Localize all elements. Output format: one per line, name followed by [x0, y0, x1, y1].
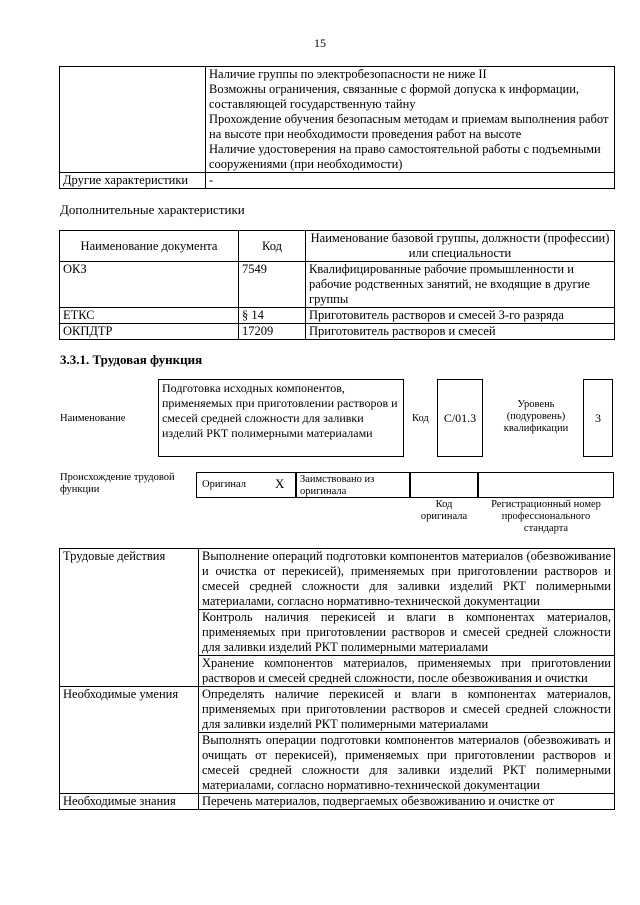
header-code: Код	[239, 231, 306, 262]
original-label: Оригинал	[202, 479, 246, 490]
row-code: 7549	[239, 262, 306, 308]
action-item: Контроль наличия перекисей и влаги в компонентах материалов, применяемых при приготовлении растворов и смесей средней сложности для заливки изделий РКТ полимерными материалами	[199, 610, 615, 656]
requirement-line: Возможны ограничения, связанные с формой допуска к информации, составляющей государственную тайну	[209, 82, 580, 111]
skill-item: Выполнять операции подготовки компонентов материалов (обезвоживать и очищать от перекисей), применяемых при приготовлении растворов и смесей средней сложности для заливки изделий РКТ полимерными материалами, согласно нормативно-технической документации	[199, 733, 615, 794]
function-title: 3.3.1. Трудовая функция	[60, 352, 203, 367]
level-label: Уровень (подуровень) квалификации	[503, 399, 569, 434]
requirement-line: Наличие удостоверения на право самостоятельной работы с подъемными сооружениями (при необходимости)	[209, 142, 601, 171]
row-name: Приготовитель растворов и смесей	[306, 324, 615, 340]
row-code: § 14	[239, 308, 306, 324]
name-label: Наименование	[60, 413, 126, 424]
header-group-name: Наименование базовой группы, должности (профессии) или специальности	[306, 231, 615, 262]
row-name: Приготовитель растворов и смесей 3-го разряда	[306, 308, 615, 324]
row-name: Квалифицированные рабочие промышленности и рабочие родственных занятий, не входящие в другие группы	[306, 262, 615, 308]
function-code-box: С/01.3	[437, 379, 483, 457]
additional-title: Дополнительные характеристики	[60, 202, 245, 217]
page-number: 15	[314, 36, 326, 50]
requirement-line: Наличие группы по электробезопасности не ниже II	[209, 67, 487, 81]
skill-item: Определять наличие перекисей и влаги в компонентах материалов, применяемых при приготовлении растворов и смесей средней сложности для заливки изделий РКТ полимерными материалами	[199, 687, 615, 733]
origin-label: Происхождение трудовой функции	[60, 472, 175, 495]
borrowed-label: Заимствовано из оригинала	[300, 474, 375, 497]
additional-table	[59, 230, 615, 340]
table-row	[60, 324, 615, 340]
other-characteristics-value: -	[206, 173, 615, 189]
table-row	[60, 308, 615, 324]
knowledge-item: Перечень материалов, подвергаемых обезвоживанию и очистке от	[199, 794, 615, 810]
row-doc: ОКЗ	[60, 262, 239, 308]
function-name-box: Подготовка исходных компонентов, применяемых при приготовлении растворов и смесей средней сложности для заливки изделий РКТ полимерными материалами	[158, 379, 404, 457]
action-item: Хранение компонентов материалов, применяемых при приготовлении растворов и смесей средней сложности, после обезвоживания и очистки	[199, 656, 615, 687]
actions-label: Трудовые действия	[60, 549, 199, 687]
row-doc: ЕТКС	[60, 308, 239, 324]
borrowed-box	[296, 472, 410, 498]
action-item: Выполнение операций подготовки компонентов материалов (обезвоживание и очистка от перекисей), применяемых при приготовлении растворов и смесей средней сложности для заливки изделий РКТ полимерными материалами, согласно нормативно-технической документации	[199, 549, 615, 610]
level-value-box: 3	[583, 379, 613, 457]
other-characteristics-label: Другие характеристики	[60, 173, 206, 189]
row-doc: ОКПДТР	[60, 324, 239, 340]
knowledge-label: Необходимые знания	[60, 794, 199, 810]
empty-label-cell	[60, 67, 206, 173]
registration-caption: Регистрационный номер профессионального стандарта	[491, 499, 601, 534]
header-document: Наименование документа	[60, 231, 239, 262]
table-row	[60, 262, 615, 308]
characteristics-table	[59, 66, 615, 189]
origin-code-box	[410, 472, 478, 498]
code-caption: Код оригинала	[420, 499, 468, 522]
original-box	[196, 472, 296, 498]
requirements-cell	[206, 67, 615, 173]
skills-label: Необходимые умения	[60, 687, 199, 794]
original-mark: X	[275, 476, 285, 491]
requirement-line: Прохождение обучения безопасным методам и приемам выполнения работ на высоте при необходимости проведения работ на высоте	[209, 112, 609, 141]
row-code: 17209	[239, 324, 306, 340]
function-details-table	[59, 548, 615, 810]
code-label: Код	[412, 413, 429, 424]
registration-number-box	[478, 472, 614, 498]
